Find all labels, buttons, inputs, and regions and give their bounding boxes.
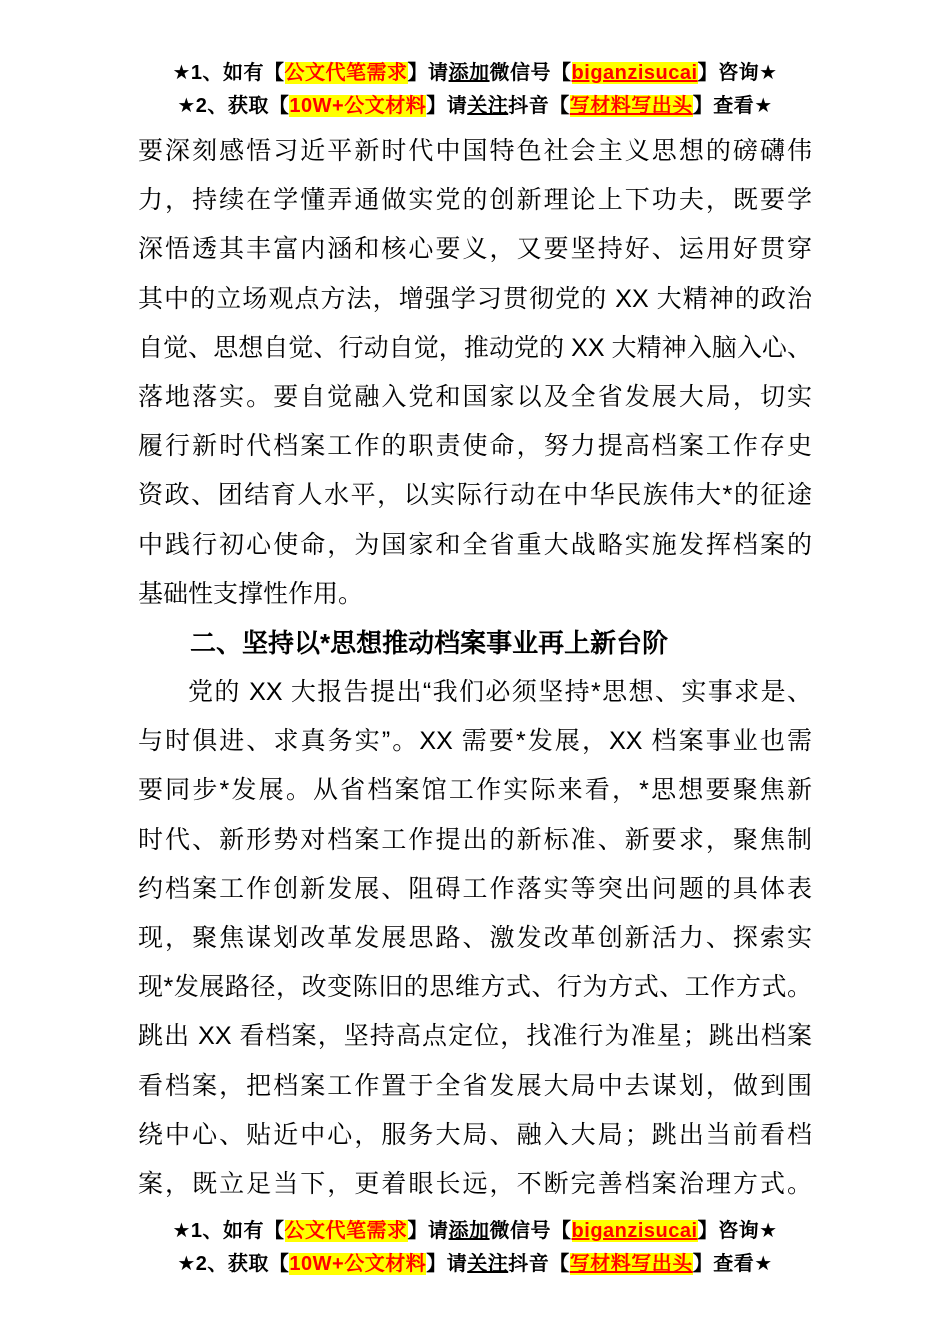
body-line: 党的 XX 大报告提出“我们必须坚持*思想、实事求是、 — [188, 678, 812, 707]
body-line: 资政、团结育人水平，以实际行动在中华民族伟大*的征途 — [138, 481, 812, 510]
promo-highlight-phrase: 写材料写出头 — [569, 95, 693, 117]
body-line: 看档案，把档案工作置于全省发展大局中去谋划，做到围 — [138, 1071, 812, 1100]
body-line: 自觉、思想自觉、行动自觉，推动党的 XX 大精神入脑入心、 — [138, 333, 812, 362]
body-line: 约档案工作创新发展、阻碍工作落实等突出问题的具体表 — [138, 874, 812, 903]
promo-text: 】请 — [407, 1220, 449, 1243]
promo-text: 】请 — [426, 95, 468, 117]
promo-text: 】咨询★ — [697, 62, 778, 84]
promo-line-bottom-2 — [0, 1248, 950, 1281]
promo-text: ★1、如有【 — [172, 1220, 285, 1243]
body-line: 落地落实。要自觉融入党和国家以及全省发展大局，切实 — [138, 382, 812, 411]
promo-text: 微信号【 — [489, 1220, 572, 1243]
body-line: 案，既立足当下，更着眼长远，不断完善档案治理方式。 — [138, 1169, 812, 1198]
promo-text: ★2、获取【 — [177, 95, 290, 117]
promo-underlined-word: 关注 — [467, 1253, 509, 1276]
promo-highlight-phrase: 写材料写出头 — [569, 1253, 693, 1276]
body-line: 时代、新形势对档案工作提出的新标准、新要求，聚焦制 — [138, 825, 812, 854]
promo-underlined-word: 关注 — [467, 95, 509, 117]
promo-highlight-phrase: biganzisucai — [571, 62, 698, 84]
body-line: 现*发展路径，改变陈旧的思维方式、行为方式、工作方式。 — [138, 973, 812, 1002]
promo-text: 抖音【 — [508, 95, 570, 117]
body-line: 力，持续在学懂弄通做实党的创新理论上下功夫，既要学 — [138, 186, 812, 215]
promo-text: 】查看★ — [692, 95, 773, 117]
promo-text: 微信号【 — [489, 62, 572, 84]
promo-text: 】请 — [426, 1253, 468, 1276]
body-line: 中践行初心使命，为国家和全省重大战略实施发挥档案的 — [138, 530, 812, 559]
promo-highlight-phrase: 10W+公文材料 — [289, 95, 427, 117]
promo-line-top-1 — [0, 57, 950, 90]
promo-text: ★2、获取【 — [177, 1253, 290, 1276]
promo-underlined-word: 添加 — [448, 1220, 490, 1243]
body-line: 要深刻感悟习近平新时代中国特色社会主义思想的磅礴伟 — [138, 137, 812, 165]
body-line: 与时俱进、求真务实”。XX 需要*发展，XX 档案事业也需 — [138, 727, 812, 756]
promo-banner-top — [0, 0, 950, 123]
promo-banner-bottom — [0, 1209, 950, 1281]
section-heading: 二、坚持以*思想推动档案事业再上新台阶 — [190, 627, 669, 658]
promo-text: 】查看★ — [692, 1253, 773, 1276]
body-line: 现，聚焦谋划改革发展思路、激发改革创新活力、探索实 — [138, 924, 812, 952]
body-line: 绕中心、贴近中心，服务大局、融入大局；跳出当前看档 — [138, 1120, 812, 1149]
document-body — [138, 127, 812, 1209]
body-line: 履行新时代档案工作的职责使命，努力提高档案工作存史 — [138, 432, 812, 461]
promo-text: 】咨询★ — [697, 1220, 778, 1243]
body-line: 其中的立场观点方法，增强学习贯彻党的 XX 大精神的政治 — [138, 284, 812, 313]
promo-text: ★1、如有【 — [172, 62, 285, 84]
promo-highlight-phrase: biganzisucai — [571, 1220, 698, 1243]
body-line: 跳出 XX 看档案，坚持高点定位，找准行为准星；跳出档案 — [138, 1022, 812, 1051]
promo-underlined-word: 添加 — [448, 62, 490, 84]
promo-text: 抖音【 — [508, 1253, 570, 1276]
promo-line-bottom-1 — [0, 1215, 950, 1248]
promo-highlight-phrase: 公文代笔需求 — [284, 62, 408, 84]
body-line: 深悟透其丰富内涵和核心要义，又要坚持好、运用好贯穿 — [138, 235, 812, 264]
promo-text: 】请 — [407, 62, 449, 84]
body-line: 要同步*发展。从省档案馆工作实际来看，*思想要聚焦新 — [138, 776, 812, 805]
body-line: 基础性支撑性作用。 — [138, 579, 364, 608]
promo-line-top-2 — [0, 90, 950, 123]
promo-highlight-phrase: 10W+公文材料 — [289, 1253, 427, 1276]
promo-highlight-phrase: 公文代笔需求 — [284, 1220, 408, 1243]
